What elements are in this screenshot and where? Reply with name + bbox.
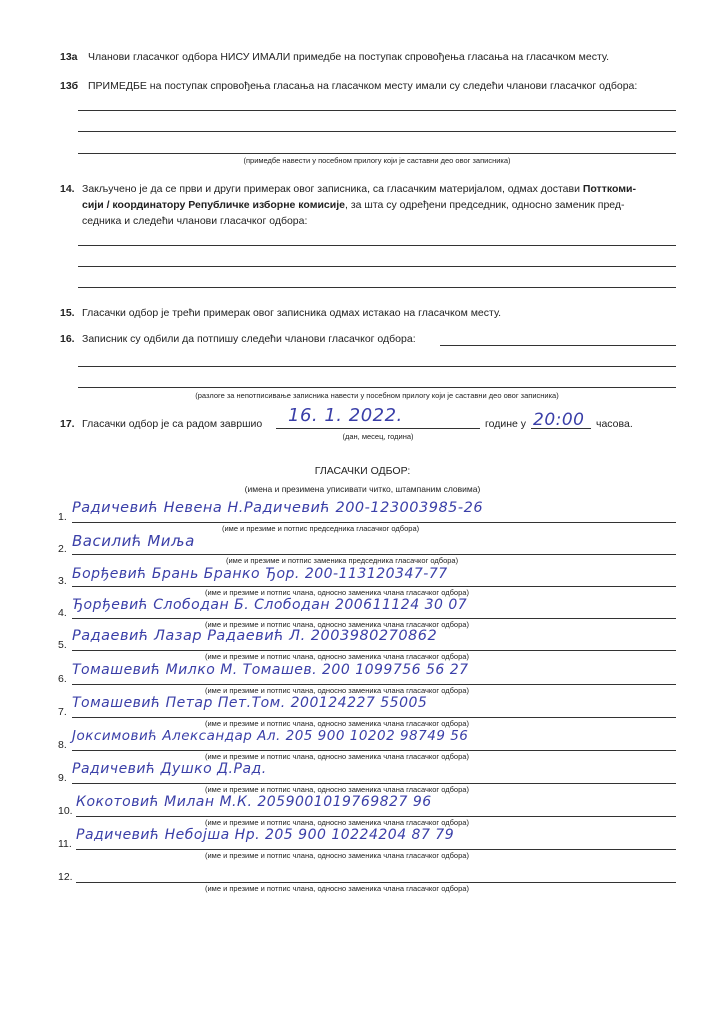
committee-subtitle: (имена и презимена уписивати читко, штампаним словима)	[244, 484, 481, 494]
section-14-line-1-text: Закључено је да се први и други примерак овог записника, са гласачким материјалом, одмах достави	[82, 183, 583, 195]
section-14-number: 14.	[60, 183, 75, 195]
member-number: 7.	[58, 706, 67, 718]
section-13b-number: 13б	[60, 80, 79, 92]
member-number: 9.	[58, 772, 67, 784]
member-number: 2.	[58, 543, 67, 555]
member-line	[76, 882, 676, 883]
section-16-number: 16.	[60, 333, 75, 345]
member-line	[72, 522, 676, 523]
member-number: 5.	[58, 639, 67, 651]
section-17-text: Гласачки одбор је са радом завршио	[82, 418, 263, 430]
member-handwriting[interactable]: Јоксимовић Александар Ал. 205 900 10202 98749 56	[72, 728, 469, 744]
member-line	[72, 618, 676, 619]
section-14-line-1-bold: Потткоми-	[582, 183, 636, 195]
section-17-number: 17.	[60, 418, 75, 430]
section-13a-text: Чланови гласачког одбора НИСУ ИМАЛИ примедбе на поступак спровођења гласања на гласачком месту.	[88, 51, 610, 63]
member-caption: (име и презиме и потпис члана, односно заменика члана гласачког одбора)	[205, 719, 469, 728]
section-13b-text: ПРИМЕДБЕ на поступак спровођења гласања на гласачком месту имали су следећи чланови гласачког одбора:	[88, 80, 638, 92]
refusal-caption: (разлоге за непотписивање записника навести у посебном прилогу који је саставни део овог записника)	[195, 391, 559, 400]
member-caption: (име и презиме и потпис члана, односно заменика члана гласачког одбора)	[205, 588, 469, 597]
member-caption: (име и презиме и потпис члана, односно заменика члана гласачког одбора)	[205, 686, 469, 695]
member-caption: (име и презиме и потпис члана, односно заменика члана гласачког одбора)	[205, 620, 469, 629]
end-time-value[interactable]: 20:00	[533, 410, 585, 430]
member-caption: (име и презиме и потпис заменика председника гласачког одбора)	[226, 556, 459, 565]
member-line	[72, 783, 676, 784]
delivery-line-1[interactable]	[78, 245, 676, 246]
member-caption: (име и презиме и потпис председника гласачког одбора)	[222, 524, 420, 533]
remarks-caption: (примедбе навести у посебном прилогу који је саставни део овог записника)	[243, 156, 511, 165]
end-date-value[interactable]: 16. 1. 2022.	[288, 405, 403, 426]
member-number: 6.	[58, 673, 67, 685]
member-caption: (име и презиме и потпис члана, односно заменика члана гласачког одбора)	[205, 851, 469, 860]
member-number: 4.	[58, 607, 67, 619]
member-number: 8.	[58, 739, 67, 751]
member-number: 11.	[58, 838, 72, 850]
refusal-line-1[interactable]	[78, 366, 676, 367]
member-line	[72, 717, 676, 718]
member-number: 12.	[58, 871, 73, 883]
end-date-line	[276, 428, 480, 429]
member-handwriting[interactable]: Радичевић Невена Н.Радичевић 200-123003985-26	[72, 500, 484, 516]
member-caption: (име и презиме и потпис члана, односно заменика члана гласачког одбора)	[205, 785, 469, 794]
member-line	[72, 684, 676, 685]
delivery-line-2[interactable]	[78, 266, 676, 267]
member-caption: (име и презиме и потпис члана, односно заменика члана гласачког одбора)	[205, 652, 469, 661]
section-17-text-year: године у	[485, 418, 527, 430]
member-number: 3.	[58, 575, 67, 587]
remarks-line-1[interactable]	[78, 110, 676, 111]
section-15-text: Гласачки одбор је трећи примерак овог записника одмах истакао на гласачком месту.	[82, 307, 502, 319]
end-time-line	[531, 428, 591, 429]
end-date-caption: (дан, месец, година)	[342, 432, 414, 441]
member-handwriting[interactable]: Василић Миља	[72, 532, 195, 550]
member-line	[76, 816, 676, 817]
member-line	[72, 554, 676, 555]
member-handwriting[interactable]: Ђорђевић Слободан Б. Слободан 200611124 30 07	[72, 597, 468, 613]
member-caption: (име и презиме и потпис члана, односно заменика члана гласачког одбора)	[205, 884, 469, 893]
member-line	[72, 586, 676, 587]
member-caption: (име и презиме и потпис члана, односно заменика члана гласачког одбора)	[205, 818, 469, 827]
section-14-line-3: седника и следећи чланови гласачког одбора:	[82, 215, 308, 227]
remarks-line-2[interactable]	[78, 131, 676, 132]
section-15-number: 15.	[60, 307, 75, 319]
member-line	[76, 849, 676, 850]
member-handwriting[interactable]: Радаевић Лазар Радаевић Л. 2003980270862	[72, 628, 438, 644]
member-caption: (име и презиме и потпис члана, односно заменика члана гласачког одбора)	[205, 752, 469, 761]
member-number: 1.	[58, 511, 67, 523]
section-14-line-2-bold: сији / координатору Републичке изборне комисије	[82, 199, 345, 211]
section-14-line-1	[82, 183, 636, 196]
committee-title: ГЛАСАЧКИ ОДБОР:	[314, 465, 411, 477]
member-handwriting[interactable]: Радичевић Небојша Нр. 205 900 10224204 87 79	[76, 827, 455, 843]
section-13a-number: 13а	[60, 51, 78, 63]
member-handwriting[interactable]: Радичевић Душко Д.Рад.	[72, 761, 267, 777]
section-17-text-hours: часова.	[596, 418, 633, 430]
refusal-line-0[interactable]	[440, 345, 676, 346]
member-line	[72, 650, 676, 651]
section-14-line-2-text: , за шта су одређени председник, односно заменик пред-	[344, 199, 625, 211]
member-handwriting[interactable]: Борђевић Брань Бранко Ђор. 200-113120347-77	[72, 566, 448, 582]
member-handwriting[interactable]: Томашевић Петар Пет.Том. 200124227 55005	[72, 695, 428, 711]
refusal-line-2[interactable]	[78, 387, 676, 388]
member-number: 10.	[58, 805, 73, 817]
member-handwriting[interactable]: Томашевић Милко М. Томашев. 200 1099756 56 27	[72, 662, 469, 678]
section-14-line-2	[82, 199, 625, 212]
member-line	[72, 750, 676, 751]
member-handwriting[interactable]: Кокотовић Милан М.К. 2059001019769827 96	[76, 794, 432, 810]
remarks-line-3[interactable]	[78, 153, 676, 154]
section-16-text: Записник су одбили да потпишу следећи чланови гласачког одбора:	[82, 333, 416, 345]
delivery-line-3[interactable]	[78, 287, 676, 288]
